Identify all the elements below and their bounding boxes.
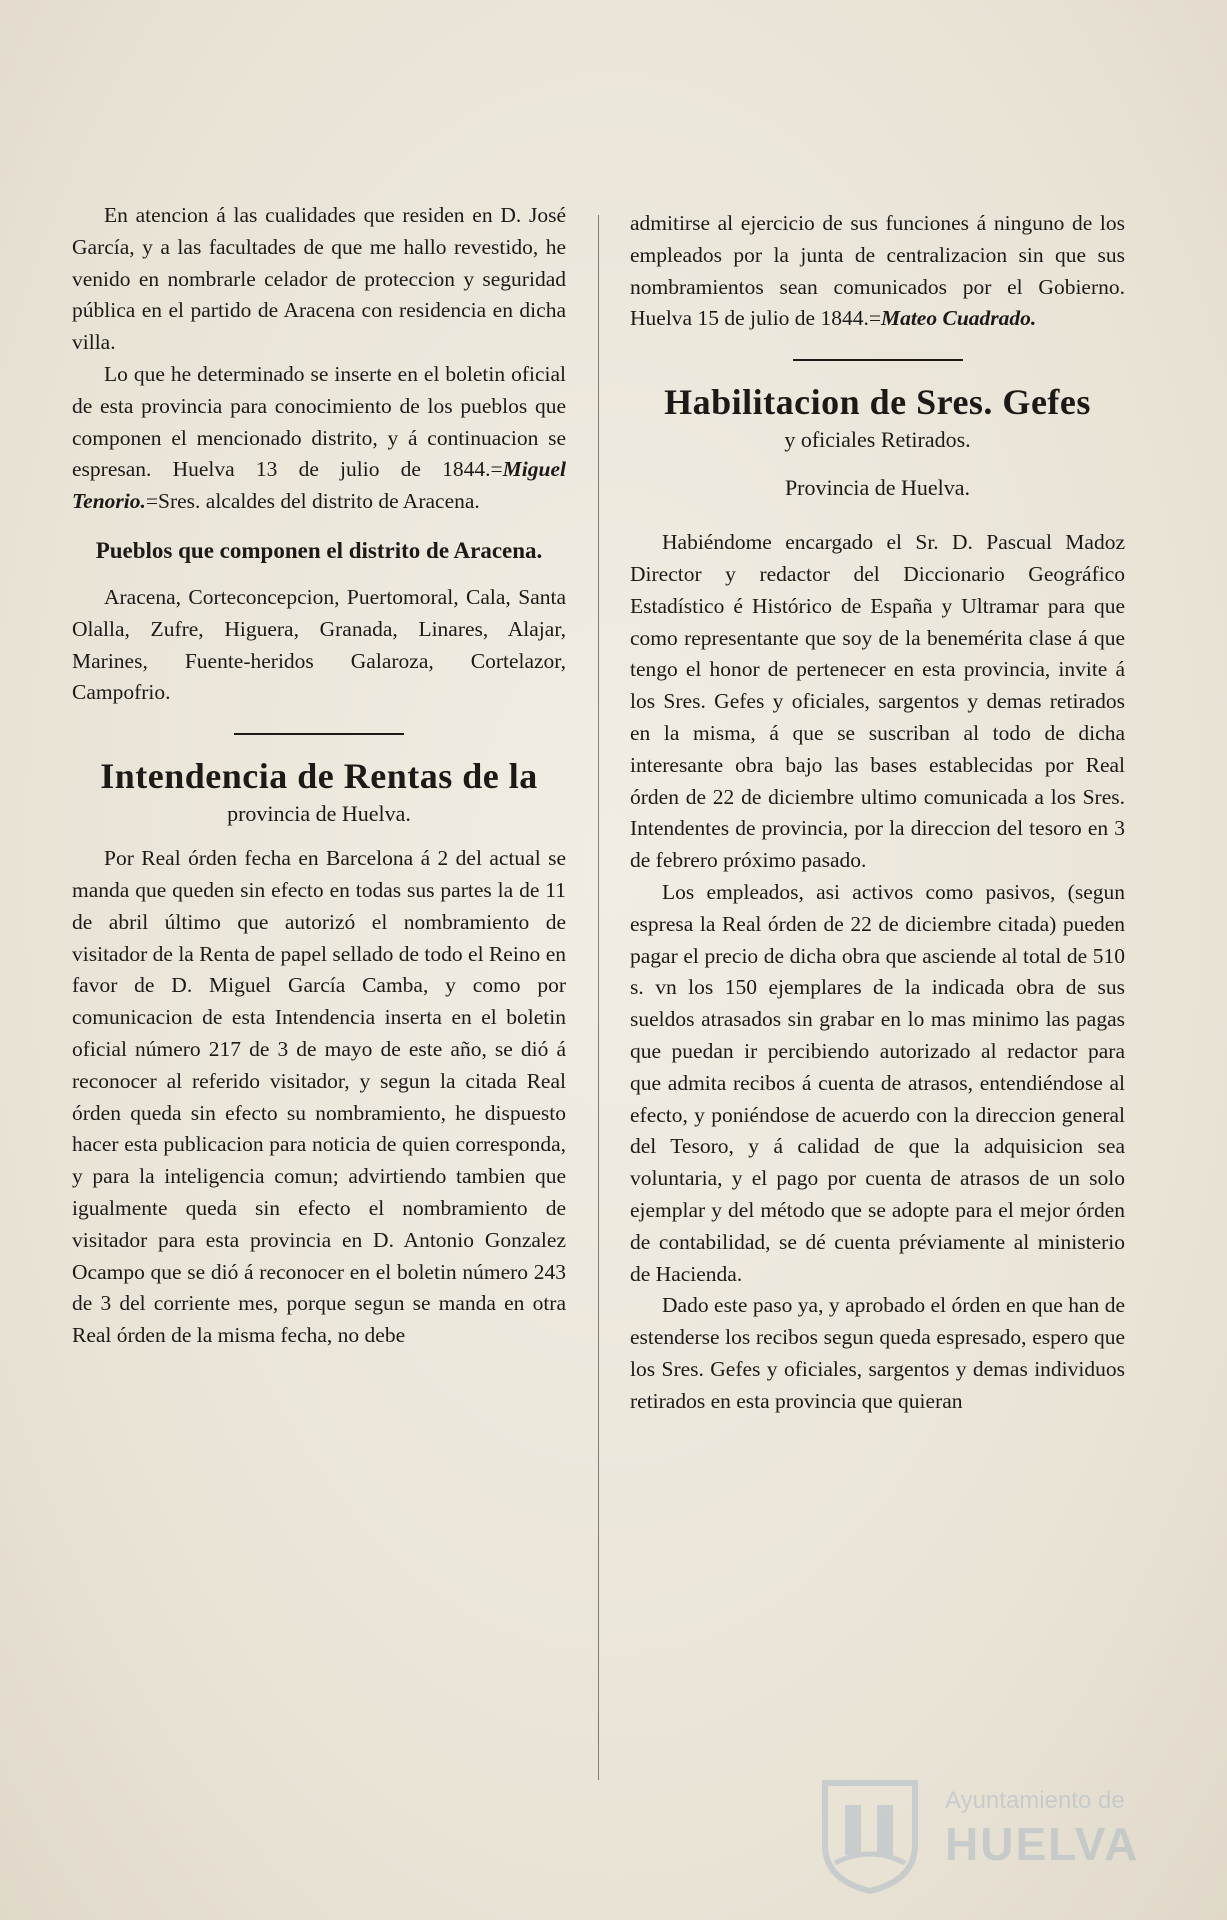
intendencia-subtitle: provincia de Huelva. xyxy=(227,801,411,827)
paragraph-continuation xyxy=(630,208,1125,335)
paragraph-inserte-text: Lo que he determinado se inserte en el boletin oficial de esta provincia para conocimiento de los pueblos que componen el mencionado distrito, y á continuacion se espresan. Huelva 13 de julio de 1844.= xyxy=(72,361,566,482)
pueblos-heading: Pueblos que componen el distrito de Aracena. xyxy=(95,537,543,563)
watermark-line2: HUELVA xyxy=(945,1818,1140,1870)
city-shield-icon xyxy=(815,1775,925,1895)
intendencia-title: Intendencia de Rentas de la xyxy=(100,756,538,797)
section-divider xyxy=(234,733,404,735)
left-column xyxy=(72,200,566,1352)
paragraph-inserte-end: =Sres. alcaldes del distrito de Aracena. xyxy=(145,489,480,514)
habilitacion-subtitle: y oficiales Retirados. xyxy=(784,427,971,453)
paragraph-inserte xyxy=(72,359,566,518)
ayuntamiento-watermark xyxy=(815,1775,1155,1895)
watermark-line1: Ayuntamiento de xyxy=(945,1787,1125,1814)
paragraph-habiendome: Habiéndome encargado el Sr. D. Pascual Madoz Director y redactor del Diccionario Geográfico Estadístico é Histórico de España y Ultramar para que como representante que soy de la benemérita clase á que tengo el honor de pertenecer en esta provincia, invite á los Sres. Gefes y oficiales, sargentos y demas retirados en la misma, á que se suscriban al todo de dicha interesante obra bajo las bases establecidas por Real órden de 22 de diciembre ultimo comunicada a los Sres. Intendentes de provincia, por la direccion del tesoro en 3 de febrero próximo pasado. xyxy=(630,530,1125,873)
paragraph-continuation-text: admitirse al ejercicio de sus funciones á ninguno de los empleados por la junta de centralizacion sin que sus nombramientos sean comunicados por el Gobierno. Huelva 15 de julio de 1844.= xyxy=(630,211,1125,331)
paragraph-dado-este-paso: Dado este paso ya, y aprobado el órden en que han de estenderse los recibos segun queda espresado, espero que los Sres. Gefes y oficiales, sargentos y demas individuos retirados en esta provincia que quieran xyxy=(630,1293,1125,1413)
right-column xyxy=(630,208,1125,1418)
habilitacion-title: Habilitacion de Sres. Gefes xyxy=(664,382,1091,423)
paragraph-real-orden: Por Real órden fecha en Barcelona á 2 del actual se manda que queden sin efecto en todas sus partes la de 11 de abril último que autorizó el nombramiento de visitador de la Renta de papel sellado de todo el Reino en favor de D. Miguel García Camba, y como por comunicacion de esta Intendencia inserta en el boletin oficial número 217 de 3 de mayo de este año, se dió á reconocer al referido visitador, y segun la citada Real órden queda sin efecto su nombramiento, he dispuesto hacer esta publicacion para noticia de quien corresponda, y para la inteligencia comun; advirtiendo tambien que igualmente queda sin efecto el nombramiento de visitador para esta provincia en D. Antonio Gonzalez Ocampo que se dió á reconocer en el boletin número 243 de 3 del corriente mes, porque segun se manda en otra Real órden de la misma fecha, no debe xyxy=(72,846,566,1348)
pueblos-list: Aracena, Corteconcepcion, Puertomoral, Cala, Santa Olalla, Zufre, Higuera, Granada, Linares, Alajar, Marines, Fuente-heridos Galaroza, Cortelazor, Campofrio. xyxy=(72,584,566,705)
signature-mateo-cuadrado: Mateo Cuadrado. xyxy=(880,306,1037,331)
paragraph-empleados: Los empleados, asi activos como pasivos, (segun espresa la Real órden de 22 de diciembre citada) pueden pagar el precio de dicha obra que asciende al total de 510 s. vn los 150 ejemplares de la indicada obra de sus sueldos atrasados sin grabar en lo mas minimo las pagas que puedan ir percibiendo autorizado al redactor para que admita recibos á cuenta de atrasos, entendiéndose al efecto, y poniéndose de acuerdo con la direccion general del Tesoro, y á calidad de que la adquisicion sea voluntaria, y el pago por cuenta de atrasos de un solo ejemplar y del método que se adopte para el mejor órden de contabilidad, se dé cuenta préviamente al ministerio de Hacienda. xyxy=(630,879,1125,1286)
signature-miguel-tenorio: Miguel Tenorio. xyxy=(72,457,566,514)
column-divider xyxy=(598,215,599,1780)
section-divider-right xyxy=(793,359,963,361)
provincia-heading: Provincia de Huelva. xyxy=(784,475,971,501)
paragraph-nombramiento: En atencion á las cualidades que residen en D. José García, y a las facultades de que me hallo revestido, he venido en nombrarle celador de proteccion y seguridad pública en el partido de Aracena con residencia en dicha villa. xyxy=(72,203,566,355)
